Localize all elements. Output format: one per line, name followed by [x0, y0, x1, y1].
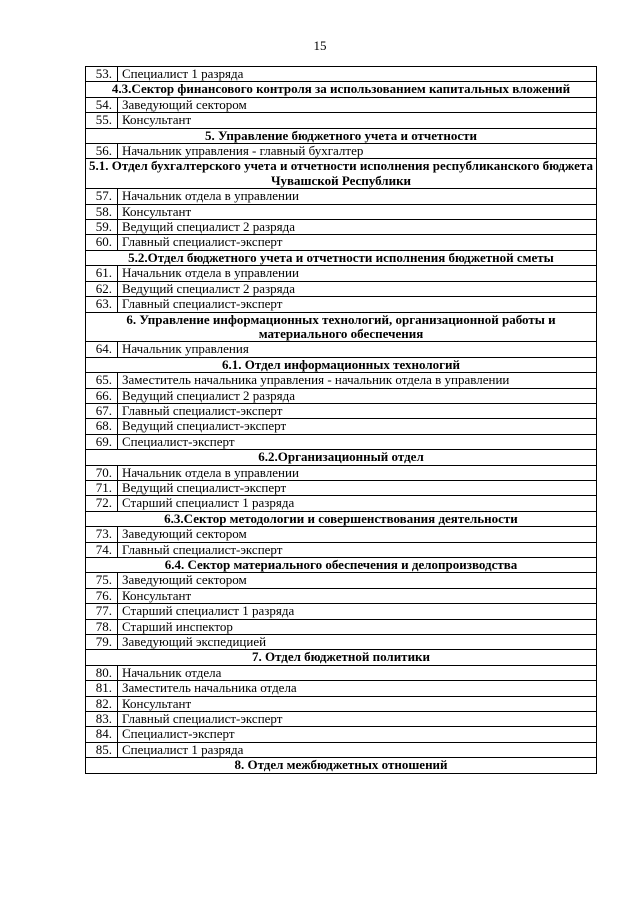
table-row [86, 742, 597, 757]
position-title: Начальник управления [118, 342, 597, 357]
staff-table-body [86, 67, 597, 774]
position-title: Заведующий сектором [118, 97, 597, 112]
section-heading: 5.2.Отдел бюджетного учета и отчетности исполнения бюджетной сметы [86, 250, 597, 265]
row-number: 58. [86, 204, 118, 219]
section-heading-row [86, 650, 597, 665]
row-number: 66. [86, 388, 118, 403]
table-row [86, 342, 597, 357]
table-row [86, 480, 597, 495]
position-title: Начальник управления - главный бухгалтер [118, 144, 597, 159]
row-number: 81. [86, 681, 118, 696]
table-row [86, 496, 597, 511]
section-heading: 6. Управление информационных технологий, организационной работы и материального обеспечения [86, 312, 597, 342]
row-number: 56. [86, 144, 118, 159]
position-title: Старший специалист 1 разряда [118, 604, 597, 619]
section-heading: 8. Отдел межбюджетных отношений [86, 758, 597, 773]
row-number: 76. [86, 588, 118, 603]
row-number: 78. [86, 619, 118, 634]
table-row [86, 542, 597, 557]
section-heading: 6.1. Отдел информационных технологий [86, 357, 597, 372]
position-title: Ведущий специалист-эксперт [118, 419, 597, 434]
table-row [86, 281, 597, 296]
table-row [86, 403, 597, 418]
row-number: 65. [86, 373, 118, 388]
row-number: 55. [86, 113, 118, 128]
position-title: Заведующий сектором [118, 527, 597, 542]
table-row [86, 67, 597, 82]
row-number: 73. [86, 527, 118, 542]
position-title: Главный специалист-эксперт [118, 542, 597, 557]
position-title: Заместитель начальника отдела [118, 681, 597, 696]
section-heading-row [86, 312, 597, 342]
section-heading-row [86, 128, 597, 143]
row-number: 60. [86, 235, 118, 250]
position-title: Консультант [118, 588, 597, 603]
position-title: Ведущий специалист 2 разряда [118, 220, 597, 235]
table-row [86, 527, 597, 542]
row-number: 77. [86, 604, 118, 619]
table-row [86, 204, 597, 219]
table-row [86, 220, 597, 235]
position-title: Консультант [118, 113, 597, 128]
row-number: 62. [86, 281, 118, 296]
table-row [86, 189, 597, 204]
table-row [86, 144, 597, 159]
table-row [86, 373, 597, 388]
position-title: Главный специалист-эксперт [118, 712, 597, 727]
row-number: 75. [86, 573, 118, 588]
section-heading: 5.1. Отдел бухгалтерского учета и отчетности исполнения республиканского бюджета Чувашской Республики [86, 159, 597, 189]
position-title: Заместитель начальника управления - начальник отдела в управлении [118, 373, 597, 388]
position-title: Ведущий специалист 2 разряда [118, 281, 597, 296]
table-row [86, 619, 597, 634]
row-number: 74. [86, 542, 118, 557]
position-title: Специалист-эксперт [118, 434, 597, 449]
row-number: 82. [86, 696, 118, 711]
row-number: 67. [86, 403, 118, 418]
position-title: Ведущий специалист 2 разряда [118, 388, 597, 403]
section-heading: 6.2.Организационный отдел [86, 450, 597, 465]
row-number: 72. [86, 496, 118, 511]
row-number: 53. [86, 67, 118, 82]
position-title: Консультант [118, 696, 597, 711]
position-title: Ведущий специалист-эксперт [118, 480, 597, 495]
position-title: Главный специалист-эксперт [118, 403, 597, 418]
section-heading-row [86, 82, 597, 97]
table-row [86, 588, 597, 603]
position-title: Специалист 1 разряда [118, 67, 597, 82]
position-title: Главный специалист-эксперт [118, 235, 597, 250]
position-title: Главный специалист-эксперт [118, 297, 597, 312]
table-row [86, 388, 597, 403]
table-row [86, 665, 597, 680]
row-number: 59. [86, 220, 118, 235]
position-title: Специалист 1 разряда [118, 742, 597, 757]
row-number: 84. [86, 727, 118, 742]
section-heading: 6.4. Сектор материального обеспечения и делопроизводства [86, 558, 597, 573]
page-number: 15 [313, 38, 327, 53]
position-title: Старший инспектор [118, 619, 597, 634]
row-number: 69. [86, 434, 118, 449]
position-title: Консультант [118, 204, 597, 219]
position-title: Старший специалист 1 разряда [118, 496, 597, 511]
row-number: 63. [86, 297, 118, 312]
position-title: Специалист-эксперт [118, 727, 597, 742]
row-number: 64. [86, 342, 118, 357]
table-row [86, 635, 597, 650]
section-heading: 6.3.Сектор методологии и совершенствования деятельности [86, 511, 597, 526]
row-number: 85. [86, 742, 118, 757]
position-title: Начальник отдела в управлении [118, 465, 597, 480]
table-row [86, 681, 597, 696]
position-title: Заведующий экспедицией [118, 635, 597, 650]
table-row [86, 297, 597, 312]
section-heading-row [86, 558, 597, 573]
table-row [86, 696, 597, 711]
section-heading-row [86, 159, 597, 189]
position-title: Начальник отдела в управлении [118, 266, 597, 281]
row-number: 79. [86, 635, 118, 650]
row-number: 71. [86, 480, 118, 495]
position-title: Начальник отдела [118, 665, 597, 680]
row-number: 54. [86, 97, 118, 112]
table-row [86, 712, 597, 727]
position-title: Заведующий сектором [118, 573, 597, 588]
table-row [86, 266, 597, 281]
section-heading-row [86, 758, 597, 773]
section-heading: 7. Отдел бюджетной политики [86, 650, 597, 665]
section-heading-row [86, 450, 597, 465]
table-row [86, 573, 597, 588]
table-row [86, 604, 597, 619]
row-number: 80. [86, 665, 118, 680]
table-row [86, 465, 597, 480]
section-heading-row [86, 357, 597, 372]
section-heading-row [86, 511, 597, 526]
section-heading-row [86, 250, 597, 265]
table-row [86, 419, 597, 434]
row-number: 61. [86, 266, 118, 281]
table-row [86, 97, 597, 112]
section-heading: 4.3.Сектор финансового контроля за использованием капитальных вложений [86, 82, 597, 97]
position-title: Начальник отдела в управлении [118, 189, 597, 204]
section-heading: 5. Управление бюджетного учета и отчетности [86, 128, 597, 143]
row-number: 57. [86, 189, 118, 204]
row-number: 83. [86, 712, 118, 727]
table-row [86, 235, 597, 250]
staff-positions-table [85, 66, 597, 774]
table-row [86, 113, 597, 128]
table-row [86, 434, 597, 449]
row-number: 70. [86, 465, 118, 480]
row-number: 68. [86, 419, 118, 434]
table-row [86, 727, 597, 742]
